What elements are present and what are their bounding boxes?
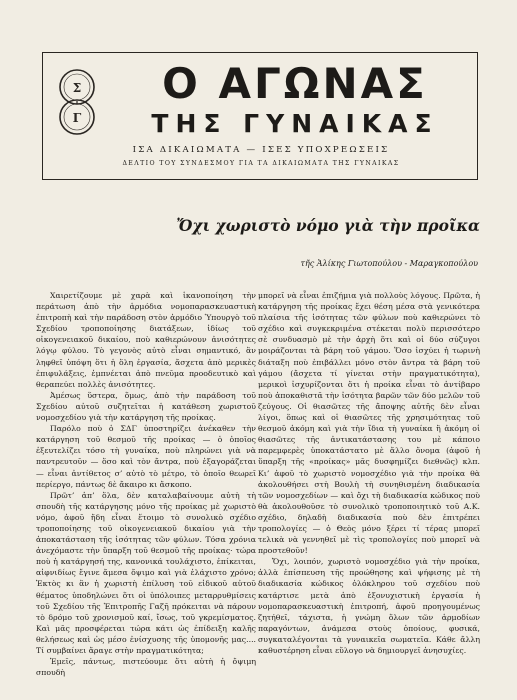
paragraph: Παρόλο ποὺ ὁ ΣΔΓ ὑποστηρίζει ἀνέκαθεν τὴν κατάργηση τοῦ θεσμοῦ τῆς προίκας — ὁ ὁποῖος ἐξευτελίζει τόσο τὴ γυναίκα, ποὺ πληρώνει γιὰ νὰ παντρευτοῦν — ὅσο καὶ τὸν ἄντρα, ποὺ ἐξαγοράζεται — εἶναι ἀντίθετος σ’ αὐτὸ τὸ μέτρο, τὸ ὁποῖο θεωρεῖ περίεργο, πάντως δὲ ἄκαιρο κι ἄσκοπο. <box>36 424 256 489</box>
association-line: ΔΕΛΤΙΟ ΤΟΥ ΣΥΝΔΕΣΜΟΥ ΓΙΑ ΤΑ ΔΙΚΑΙΩΜΑΤΑ ΤΗΣ ΓΥΝΑΙΚΑΣ <box>122 160 400 167</box>
paragraph: Χαιρετίζουμε μὲ χαρὰ καὶ ἱκανοποίηση τὴν περάτωση ἀπὸ τὴν ἁρμόδια νομοπαρασκευαστικὴ ἐπιτροπὴ καὶ τὴν παράδοση στὸν ἁρμόδιο Ὑπουργὸ τοῦ Σχεδίου τροποποίησης διατάξεων, ἰδίως τοῦ οἰκογενειακοῦ δικαίου, ποὺ καθιερώνουν ἀνισότητες λόγῳ φύλου. Τὸ γεγονὸς αὐτὸ εἶναι σημαντικό, ἂν ληφθεῖ ὑπόψη ὅτι ἡ ὅλη ἐργασία, ἄσχετα ἀπὸ μερικὲς ἐπιφυλάξεις, ἐμπνέεται ἀπὸ πνεῦμα προοδευτικὸ καὶ θεραπεύει πολλὲς ἀνισότητες. <box>36 291 256 389</box>
svg-text:Σ: Σ <box>72 81 82 95</box>
paragraph: Ἀμέσως ὕστερα, ὅμως, ἀπὸ τὴν παράδοση τοῦ Σχεδίου αὐτοῦ συζητεῖται ἡ κατάθεση χωριστοῦ νομοσχεδίου γιὰ τὴν κατάργηση τῆς προίκας. <box>36 390 256 423</box>
paragraph: μπορεῖ νὰ εἶναι ἐπιζήμια γιὰ πολλοὺς λόγους. Πρῶτα, ἡ κατάργηση τῆς προίκας ἔχει θέση μέσα στὰ γενικότερα πλαίσια τῆς ἰσότητας τῶν φύλων ποὺ καθιερώνει τὸ σχέδιο καὶ συγκεκριμένα στέκεται πολὺ περισσότερο σὲ συνδυασμὸ μὲ τὴν ἀρχὴ ὅτι καὶ οἱ δύο σύζυγοι μοιράζονται τὰ βάρη τοῦ γάμου. Ὅσο ἰσχύει ἡ τωρινὴ διάταξη ποὺ ἐπιβάλλει μόνο στὸν ἄντρα τὰ βάρη τοῦ γάμου (ἄσχετα τί γίνεται στὴν πραγματικότητα), μερικοὶ ἰσχυρίζονται ὅτι ἡ προίκα εἶναι τὸ ἀντίβαρο ποὺ ἀποκαθιστᾶ τὴν ἰσότητα βαρῶν τῶν δύο μελῶν τοῦ ζεύγους. Οἱ θιασῶτες τῆς ἄποψης αὐτῆς δὲν εἶναι λίγοι, ὅπως καὶ οἱ θιασῶτες τῆς χρησιμότητας τοῦ θεσμοῦ ἀκόμη καὶ γιὰ τὴν ἴδια τὴ γυναίκα ἢ ἀκόμη οἱ θιασῶτες τῆς ἀντικατάστασης του μὲ κάποιο παρεμφερὲς ὑποκατάστατο μὲ ἄλλο ὄνομα (ἀφοῦ ἡ ὕπαρξη τῆς «προίκας» μᾶς δυσφημίζει διεθνῶς) κλπ. Κι’ ἀφοῦ τὸ χωριστὸ νομοσχέδιο γιὰ τὴν προίκα θὰ ἀκολουθήσει στὴ Βουλὴ τὴ συνηθισμένη διαδικασία τῶν νομοσχεδίων — καὶ ὄχι τὴ διαδικασία κώδικος ποὺ θὰ ἀκολουθοῦσε τὸ συνολικὸ τροποποιητικὸ τοῦ Α.Κ. σχέδιο, δηλαδὴ διαδικασία ποὺ δὲν ἐπιτρέπει τροπολογίες — ὁ Θεὸς μόνο ξέρει τί τέρας μπορεῖ τελικὰ νὰ γεννηθεῖ μὲ τὶς τροπολογίες ποὺ μπορεῖ νὰ προστεθοῦν! <box>258 291 480 556</box>
article-title: Ὄχι χωριστὸ νόμο γιὰ τὴν προῖκα <box>176 216 480 235</box>
paragraph: Ἐμεῖς, πάντως, πιστεύουμε ὅτι αὐτὴ ἡ ὄψιμη σπουδὴ <box>36 657 256 678</box>
magazine-title: Ο ΑΓΩΝΑΣ <box>162 59 428 108</box>
article-byline: τῆς Ἀλίκης Γιωτοπούλου - Μαραγκοπούλου <box>300 259 478 268</box>
svg-text:Γ: Γ <box>72 111 82 125</box>
association-emblem-icon <box>57 67 97 137</box>
magazine-subtitle: ΤΗΣ ΓΥΝΑΙΚΑΣ <box>151 109 439 138</box>
paragraph: Πρῶτ’ ἀπ’ ὅλα, δὲν καταλαβαίνουμε αὐτὴ τὴ σπουδὴ τῆς κατάργησης μόνο τῆς προίκας μὲ χωριστὸ νόμο, ἀφοῦ ἤδη εἶναι ἕτοιμο τὸ συνολικὸ σχέδιο τροποποίησης τοῦ οἰκογενειακοῦ δικαίου γιὰ τὴν ἀποκατάσταση τῆς ἰσότητας τῶν φύλων. Τόσα χρόνια ἀνεχόμαστε τὴν ὕπαρξη τοῦ θεσμοῦ τῆς προίκας· τώρα ποὺ ἡ κατάργησή της, κανονικά τουλάχιστο, ἐπίκειται, αἰφνιδίως ἔγινε ἄμεσα ὄψιμο καὶ γιὰ ἐλάχιστο χρόνο; Ἐκτὸς κι ἂν ἡ χωριστὴ ἐπίλυση τοῦ εἰδικοῦ αὐτοῦ θέματος ὑποδηλώνει ὅτι οἱ ὑπόλοιπες μεταρρυθμίσεις τοῦ Σχεδίου τῆς Ἐπιτροπῆς Γαζῆ πρόκειται νὰ πάρουν τὸ δρόμο τοῦ χρονισμοῦ καί, ἴσως, τοῦ γκρεμίσματος. Καὶ μᾶς προσφέρεται τώρα κάτι ὡς ἐπίδειξη καλῆς θελήσεως καὶ ὡς μέσο ἐνίσχυσης τῆς ὑπομονῆς μας.... Τί συμβαίνει ἄραγε στὴν πραγματικότητα; <box>36 490 256 655</box>
masthead <box>42 52 478 180</box>
left-column <box>36 290 256 678</box>
paragraph: Ὄχι, λοιπόν, χωριστὸ νομοσχέδιο γιὰ τὴν προίκα, ἀλλὰ ἐπίσπευση τῆς προώθησης καὶ ψήφισης μὲ τὴ διαδικασία κώδικος ὁλόκληρου τοῦ σχεδίου ποὺ κατάρτισε μετὰ ἀπὸ ἐξονυχιστικὴ ἐργασία ἡ νομοπαρασκευαστικὴ ἐπιτροπή, ἀφοῦ προηγουμένως ζητήθεῖ, τάχιστα, ἡ γνώμη ὅλων τῶν ἁρμοδίων παραγόντων, ἀνάμεσα στοὺς ὁποίους, φυσικά, συγκαταλέγονται τὰ γυναικεῖα σωματεῖα. Κάθε ἄλλη καθυστέρηση εἶναι εὔλογο νὰ δημιουργεῖ ἀνησυχίες. <box>258 557 480 655</box>
magazine-tagline: ΙΣΑ ΔΙΚΑΙΩΜΑΤΑ — ΙΣΕΣ ΥΠΟΧΡΕΩΣΕΙΣ <box>132 145 390 155</box>
right-column <box>258 290 480 656</box>
